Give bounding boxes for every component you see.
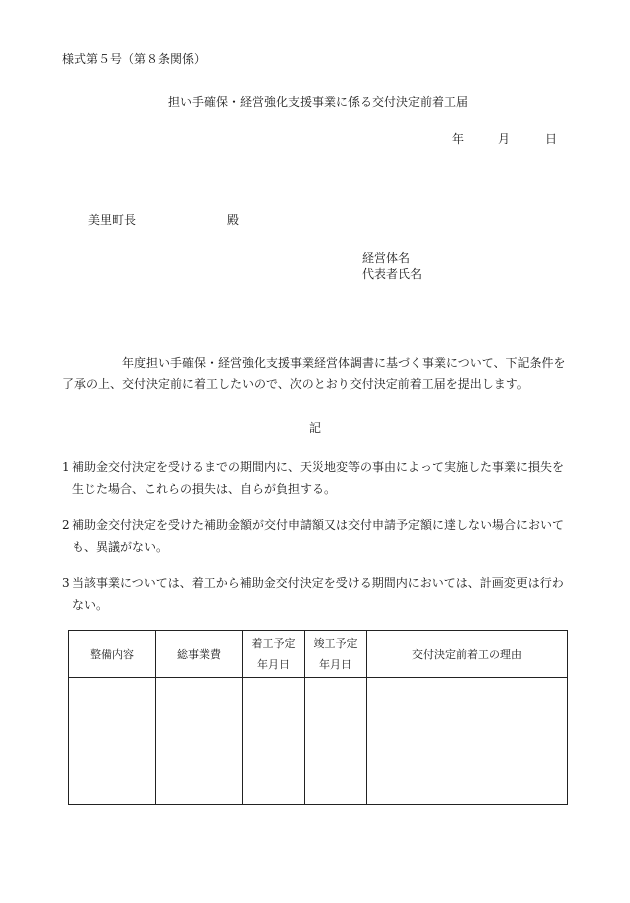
document-title: 担い手確保・経営強化支援事業に係る交付決定前着工届 [168, 95, 469, 109]
condition-text: 当該事業については、着工から補助金交付決定を受ける期間内においては、計画変更は行わない。 [72, 576, 564, 612]
date-month-label: 月 [498, 132, 511, 146]
addressee-honorific: 殿 [227, 213, 240, 227]
header-total-cost: 総事業費 [156, 631, 243, 678]
applicant-rep-label: 代表者氏名 [362, 267, 423, 281]
header-completion-date-line2: 年月日 [319, 658, 352, 671]
condition-text: 補助金交付決定を受けるまでの期間内に、天災地変等の事由によって実施した事業に損失を生じた場合、これらの損失は、自らが負担する。 [72, 460, 565, 496]
condition-number: 1 [62, 460, 70, 474]
intro-paragraph: 年度担い手確保・経営強化支援事業経営体調書に基づく事業について、下記条件を了承の上、交付決定前に着工したいので、次のとおり交付決定前着工届を提出します。 [62, 356, 566, 391]
header-reason: 交付決定前着工の理由 [367, 631, 568, 678]
table-header-row [69, 631, 568, 678]
header-start-date-line2: 年月日 [257, 658, 290, 671]
cell-content[interactable] [69, 678, 156, 805]
header-completion-date [305, 631, 367, 678]
condition-item [62, 514, 572, 558]
cell-reason[interactable] [367, 678, 568, 805]
condition-number: 3 [62, 576, 70, 590]
date-day-label: 日 [545, 132, 558, 146]
table-row [69, 678, 568, 805]
header-completion-date-line1: 竣工予定 [313, 637, 358, 650]
condition-number: 2 [62, 518, 70, 532]
addressee-name: 美里町長 [88, 213, 137, 227]
header-content: 整備内容 [69, 631, 156, 678]
cell-completion-date[interactable] [305, 678, 367, 805]
form-number: 様式第５号（第８条関係） [62, 52, 207, 66]
condition-text: 補助金交付決定を受けた補助金額が交付申請額又は交付申請予定額に達しない場合においても、異議がない。 [72, 518, 565, 554]
date-year-label: 年 [452, 132, 465, 146]
header-start-date [243, 631, 305, 678]
cell-start-date[interactable] [243, 678, 305, 805]
header-start-date-line1: 着工予定 [251, 637, 296, 650]
ki-heading: 記 [308, 421, 321, 435]
construction-table [68, 630, 568, 805]
cell-total-cost[interactable] [156, 678, 243, 805]
condition-item [62, 456, 572, 500]
applicant-org-label: 経営体名 [362, 251, 411, 265]
condition-item [62, 572, 572, 616]
